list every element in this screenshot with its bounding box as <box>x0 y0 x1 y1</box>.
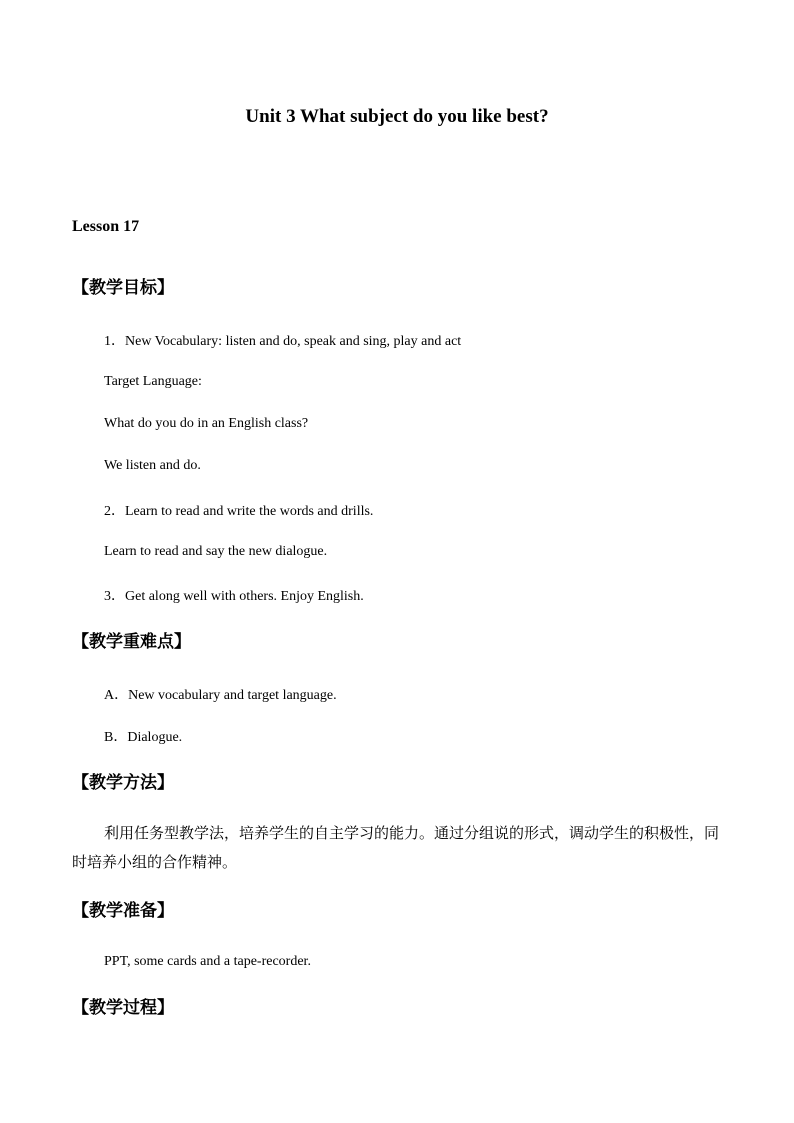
objective-line: Target Language: <box>104 374 202 389</box>
preparation-line: PPT, some cards and a tape-recorder. <box>104 954 311 969</box>
section-key-points-heading: 【教学重难点】 <box>72 632 191 652</box>
section-methods-heading: 【教学方法】 <box>72 773 174 793</box>
objective-line: 2．Learn to read and write the words and drills. <box>104 504 374 519</box>
section-objectives-heading: 【教学目标】 <box>72 278 174 298</box>
objective-line: 3．Get along well with others. Enjoy English. <box>104 589 364 604</box>
key-point-line: B．Dialogue. <box>104 730 183 745</box>
section-process-heading: 【教学过程】 <box>72 998 174 1018</box>
objective-line: Learn to read and say the new dialogue. <box>104 544 328 559</box>
lesson-heading: Lesson 17 <box>72 218 140 235</box>
methods-paragraph: 利用任务型教学法，培养学生的自主学习的能力。通过分组说的形式，调动学生的积极性，同时培养小组的合作精神。 <box>72 824 720 871</box>
key-point-line: A．New vocabulary and target language. <box>104 688 337 703</box>
objective-line: 1．New Vocabulary: listen and do, speak and sing, play and act <box>104 334 462 349</box>
section-preparation-heading: 【教学准备】 <box>72 901 174 921</box>
objective-line: What do you do in an English class? <box>104 416 309 431</box>
document-title: Unit 3 What subject do you like best? <box>245 106 549 127</box>
objective-line: We listen and do. <box>104 458 201 473</box>
